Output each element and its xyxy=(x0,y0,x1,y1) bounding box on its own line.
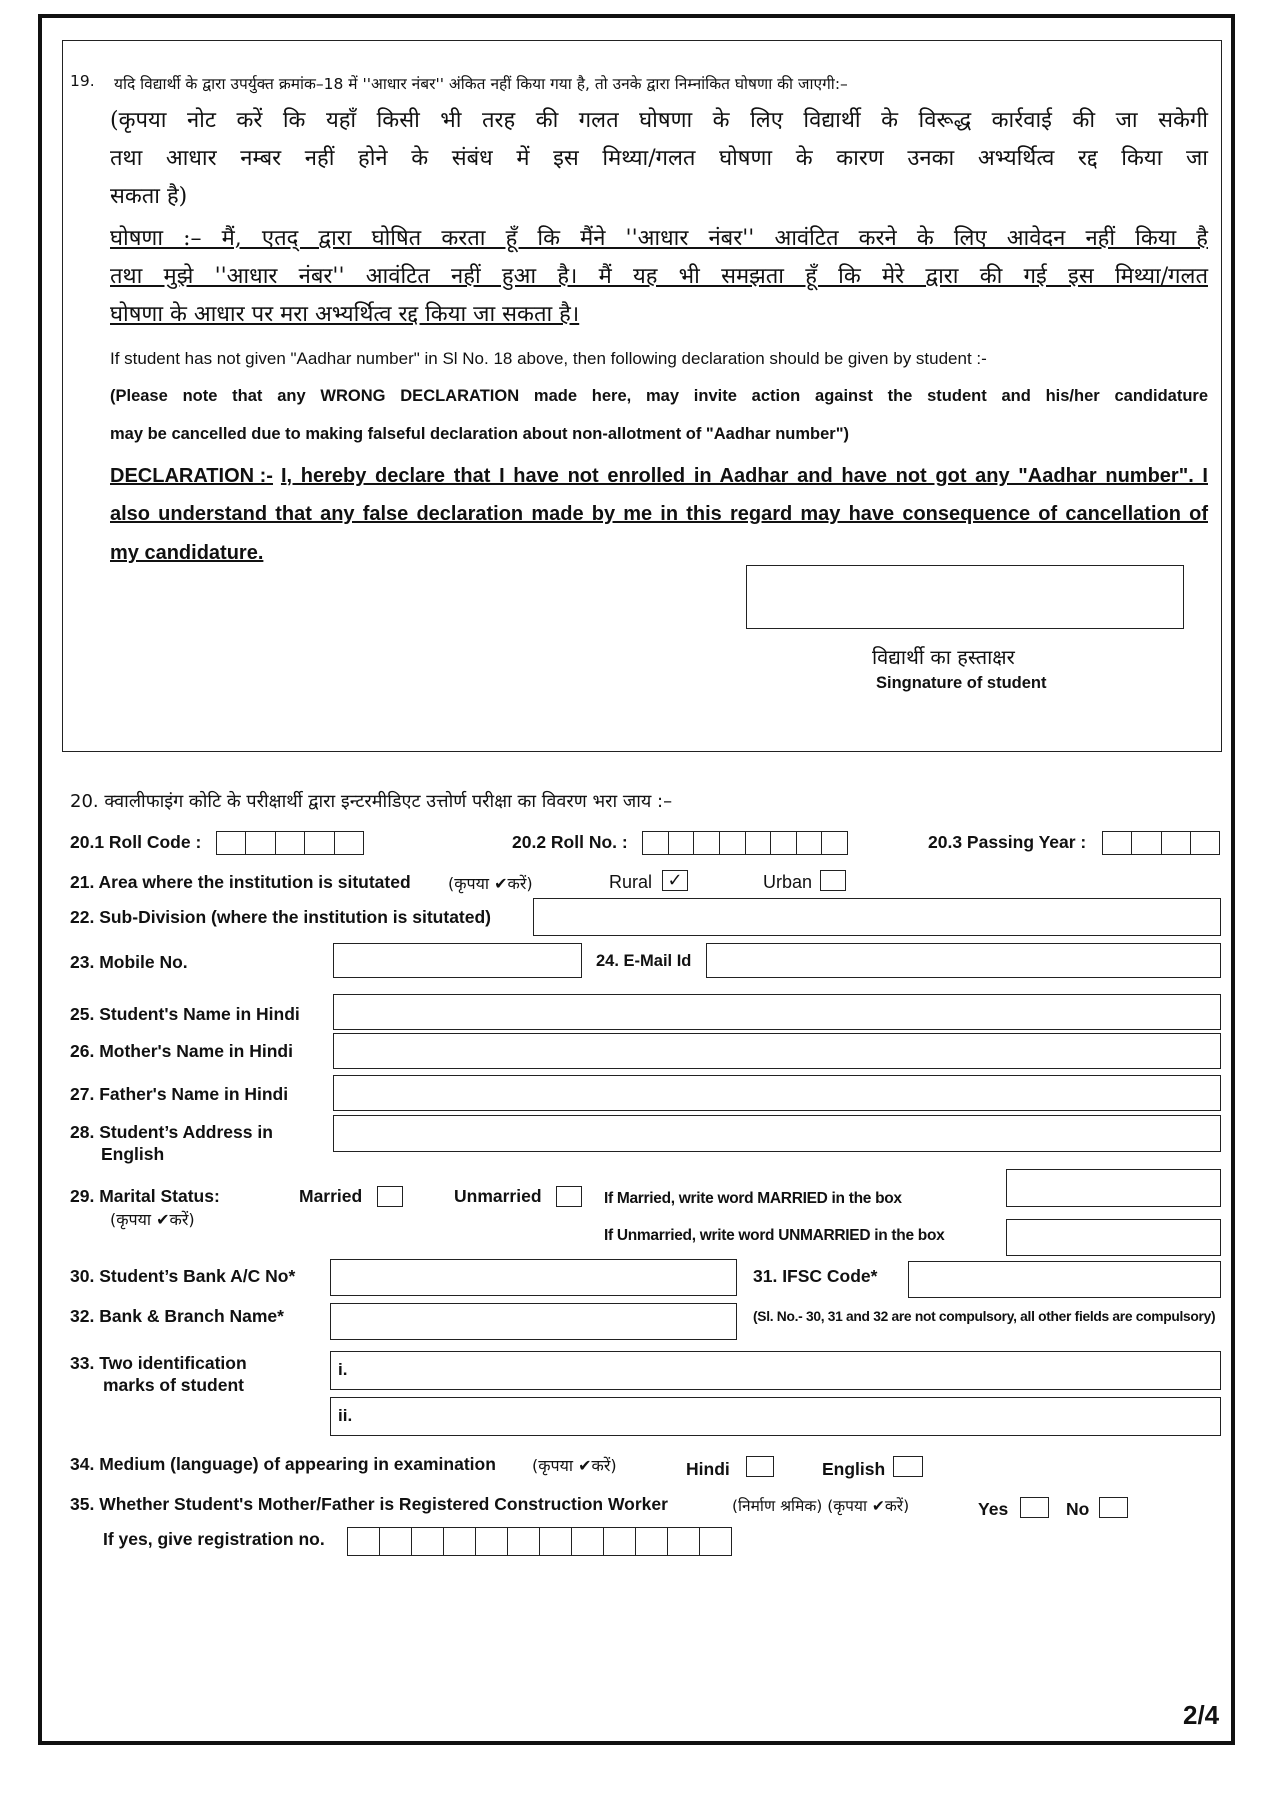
identification-mark-1-input[interactable] xyxy=(330,1351,1221,1390)
email-input[interactable] xyxy=(706,943,1221,978)
unmarried-word-box[interactable] xyxy=(1006,1219,1221,1256)
passing-year-cells[interactable] xyxy=(1102,831,1220,855)
q20-passing-year-label: 20.3 Passing Year : xyxy=(928,832,1087,852)
signature-label-english: Singnature of student xyxy=(876,674,1047,692)
q34-label: 34. Medium (language) of appearing in examination xyxy=(70,1454,496,1474)
q19-declaration-hindi-line1: घोषणा :– मैं, एतद् द्वारा घोषित करता हूँ कि मैंने ''आधार नंबर'' आवंटित करने के लिए आवेदन नहीं किया है xyxy=(110,226,1208,251)
unmarried-label: Unmarried xyxy=(454,1186,542,1206)
hindi-medium-label: Hindi xyxy=(686,1459,730,1479)
q22-label: 22. Sub-Division (where the institution is situtated) xyxy=(70,907,492,927)
q32-label: 32. Bank & Branch Name* xyxy=(70,1306,284,1326)
no-checkbox[interactable] xyxy=(1099,1497,1128,1518)
married-word-box[interactable] xyxy=(1006,1169,1221,1207)
q29-label: 29. Marital Status: xyxy=(70,1186,220,1206)
q29-hint: (कृपया ✔करें) xyxy=(110,1210,195,1229)
married-checkbox[interactable] xyxy=(377,1186,403,1207)
q25-label: 25. Student's Name in Hindi xyxy=(70,1004,300,1024)
q33-label-line2: marks of student xyxy=(103,1375,244,1395)
married-note: If Married, write word MARRIED in the box xyxy=(604,1190,902,1207)
q28-label-line2: English xyxy=(101,1144,165,1164)
q19-declaration-english-line1 xyxy=(110,465,1208,488)
bank-branch-input[interactable] xyxy=(330,1303,737,1340)
yes-checkbox[interactable] xyxy=(1020,1497,1049,1518)
father-name-hindi-input[interactable] xyxy=(333,1075,1221,1111)
q20-roll-code-label: 20.1 Roll Code : xyxy=(70,832,202,852)
q33-label-line1: 33. Two identification xyxy=(70,1353,247,1373)
sub-division-input[interactable] xyxy=(533,898,1221,936)
unmarried-note: If Unmarried, write word UNMARRIED in the box xyxy=(604,1227,945,1244)
q27-label: 27. Father's Name in Hindi xyxy=(70,1084,289,1104)
mobile-input[interactable] xyxy=(333,943,582,978)
q19-declaration-hindi-line3: घोषणा के आधार पर मरा अभ्यर्थित्व रद्द किया जा सकता है। xyxy=(110,302,580,327)
urban-label: Urban xyxy=(763,872,813,892)
q26-label: 26. Mother's Name in Hindi xyxy=(70,1041,293,1061)
q20-heading: 20. क्वालीफाइंग कोटि के परीक्षार्थी द्वारा इन्टरमीडिएट उत्तोर्ण परीक्षा का विवरण भरा जाय :– xyxy=(70,791,673,812)
married-label: Married xyxy=(299,1186,363,1206)
identification-mark-2-input[interactable] xyxy=(330,1397,1221,1436)
english-medium-checkbox[interactable] xyxy=(893,1456,923,1477)
signature-label-hindi: विद्यार्थी का हस्ताक्षर xyxy=(872,645,1015,669)
q20-roll-no-label: 20.2 Roll No. : xyxy=(512,832,628,852)
q19-note-hindi-line2: तथा आधार नम्बर नहीं होने के संबंध में इस मिथ्या/गलत घोषणा के कारण उनका अभ्यर्थित्व रद्द किया जा xyxy=(110,146,1208,171)
q34-hint: (कृपया ✔करें) xyxy=(532,1456,617,1475)
yes-label: Yes xyxy=(978,1499,1009,1519)
q19-intro-hindi: यदि विद्यार्थी के द्वारा उपर्युक्त क्रमांक–18 में ''आधार नंबर'' अंकित नहीं किया गया है, तो उनके द्वारा निम्नांकित घोषणा की जाएगी:– xyxy=(114,75,848,93)
urban-checkbox[interactable] xyxy=(820,870,846,891)
q19-note-english-line1: (Please note that any WRONG DECLARATION made here, may invite action against the student and his/her candidature xyxy=(110,387,1208,405)
q32-note: (Sl. No.- 30, 31 and 32 are not compulsory, all other fields are compulsory) xyxy=(753,1309,1216,1324)
q35-registration-label: If yes, give registration no. xyxy=(103,1529,325,1549)
q19-note-hindi-line1: (कृपया नोट करें कि यहाँ किसी भी तरह की गलत घोषणा के लिए विद्यार्थी के विरूद्ध कार्रवाई की जा सकेगी xyxy=(110,108,1208,133)
roll-no-cells[interactable] xyxy=(642,831,848,855)
english-medium-label: English xyxy=(822,1459,886,1479)
declaration-text-line1: I, hereby declare that I have not enrolled in Aadhar and have not got any "Aadhar number". I xyxy=(280,465,1208,487)
rural-checkbox[interactable]: ✓ xyxy=(662,870,688,891)
q28-label-line1: 28. Student’s Address in xyxy=(70,1122,273,1142)
q19-note-english-line2: may be cancelled due to making falseful declaration about non-allotment of "Aadhar number") xyxy=(110,425,850,443)
hindi-medium-checkbox[interactable] xyxy=(746,1456,774,1477)
q35-label: 35. Whether Student's Mother/Father is Registered Construction Worker xyxy=(70,1494,668,1514)
q19-declaration-hindi-line2: तथा मुझे ''आधार नंबर'' आवंटित नहीं हुआ है। मैं यह भी समझता हूँ कि मेरे द्वारा की गई इस मिथ्या/गलत xyxy=(110,264,1208,289)
registration-no-cells[interactable] xyxy=(347,1527,732,1556)
mark-2-label: ii. xyxy=(338,1406,353,1425)
declaration-label: DECLARATION :- xyxy=(110,465,273,487)
q30-label: 30. Student’s Bank A/C No* xyxy=(70,1266,296,1286)
mark-1-label: i. xyxy=(338,1360,348,1379)
q19-note-hindi-line3: सकता है) xyxy=(110,184,188,209)
q19-declaration-english-line3: my candidature. xyxy=(110,542,264,564)
q19-intro-english: If student has not given "Aadhar number" in Sl No. 18 above, then following declaration should be given by student :- xyxy=(110,349,987,368)
student-name-hindi-input[interactable] xyxy=(333,994,1221,1030)
q31-label: 31. IFSC Code* xyxy=(753,1266,878,1286)
rural-label: Rural xyxy=(609,872,653,892)
roll-code-cells[interactable] xyxy=(216,831,364,855)
q21-hint: (कृपया ✔करें) xyxy=(448,874,533,893)
signature-box[interactable] xyxy=(746,565,1184,629)
q23-label: 23. Mobile No. xyxy=(70,952,188,972)
mother-name-hindi-input[interactable] xyxy=(333,1033,1221,1069)
ifsc-input[interactable] xyxy=(908,1261,1221,1298)
q21-label: 21. Area where the institution is situtated xyxy=(70,872,411,892)
unmarried-checkbox[interactable] xyxy=(556,1186,582,1207)
no-label: No xyxy=(1066,1499,1090,1519)
address-english-input[interactable] xyxy=(333,1115,1221,1152)
q19-declaration-english-line2: also understand that any false declaration made by me in this regard may have consequence of cancellation of xyxy=(110,503,1208,525)
bank-account-input[interactable] xyxy=(330,1259,737,1296)
q35-hint: (निर्माण श्रमिक) (कृपया ✔करें) xyxy=(732,1497,910,1515)
page-number: 2/4 xyxy=(1183,1700,1220,1730)
q19-number: 19. xyxy=(70,72,95,90)
q24-label: 24. E-Mail Id xyxy=(596,952,692,970)
